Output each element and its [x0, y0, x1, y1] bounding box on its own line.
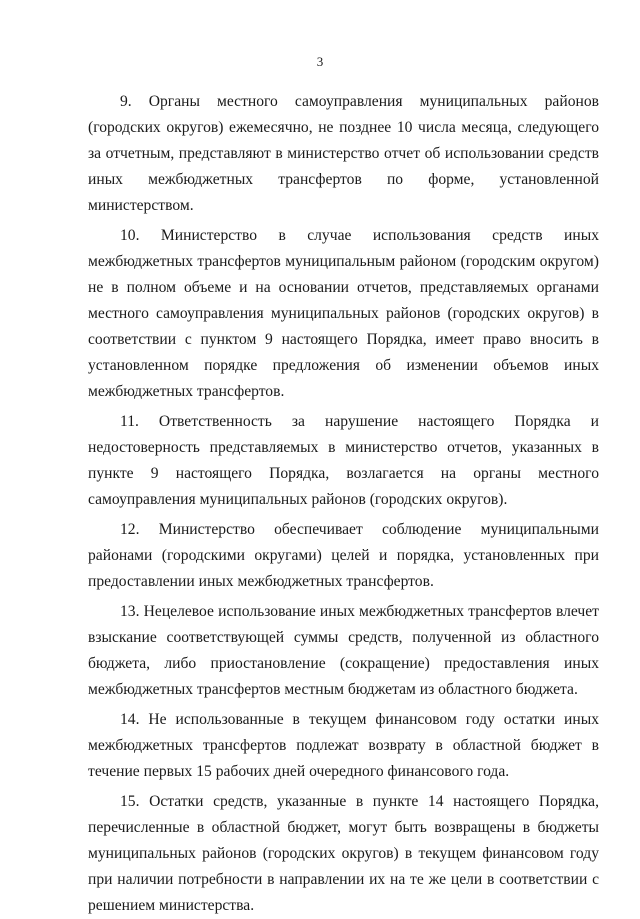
paragraph-15: 15. Остатки средств, указанные в пункте 14 настоящего Порядка, перечисленные в областной бюджет, могут быть возвращены в бюджеты муниципальных районов (городских округов) в текущем финансовом году при наличии потребности в направлении их на те же цели в соответствии с решением министерства. — [88, 793, 599, 914]
paragraph-10: 10. Министерство в случае использования средств иных межбюджетных трансфертов муниципальным районом (городским округом) не в полном объеме и на основании отчетов, представляемых органами местного самоуправления муниципальных районов (городских округов) в соответствии с пунктом 9 настоящего Порядка, имеет право вносить в установленном порядке предложения об изменении объемов иных межбюджетных трансфертов. — [88, 227, 599, 400]
document-body — [88, 89, 599, 919]
page-number: 3 — [316, 54, 324, 69]
paragraph-12: 12. Министерство обеспечивает соблюдение муниципальными районами (городскими округами) целей и порядка, установленных при предоставлении иных межбюджетных трансфертов. — [88, 521, 599, 590]
paragraph-13: 13. Нецелевое использование иных межбюджетных трансфертов влечет взыскание соответствующей суммы средств, полученной из областного бюджета, либо приостановление (сокращение) предоставления иных межбюджетных трансфертов местным бюджетам из областного бюджета. — [88, 603, 599, 698]
paragraph-9: 9. Органы местного самоуправления муниципальных районов (городских округов) ежемесячно, не позднее 10 числа месяца, следующего за отчетным, представляют в министерство отчет об использовании средств иных межбюджетных трансфертов по форме, установленной министерством. — [88, 93, 599, 214]
paragraph-14: 14. Не использованные в текущем финансовом году остатки иных межбюджетных трансфертов подлежат возврату в областной бюджет в течение первых 15 рабочих дней очередного финансового года. — [88, 711, 599, 780]
paragraph-11: 11. Ответственность за нарушение настоящего Порядка и недостоверность представляемых в министерство отчетов, указанных в пункте 9 настоящего Порядка, возлагается на органы местного самоуправления муниципальных районов (городских округов). — [88, 413, 599, 508]
